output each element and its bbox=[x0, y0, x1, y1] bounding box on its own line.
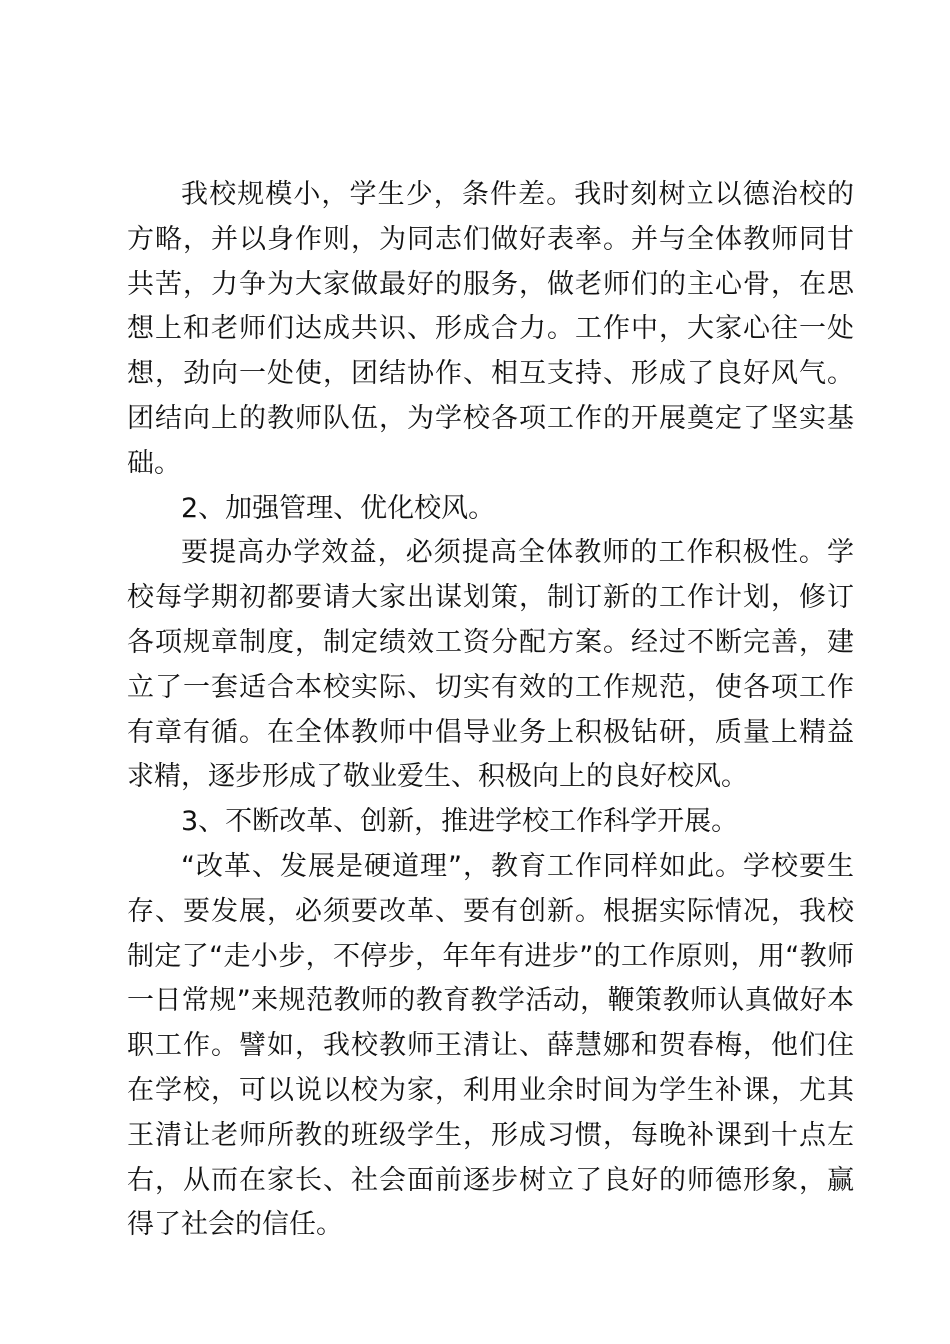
paragraph-team-building: 我校规模小，学生少，条件差。我时刻树立以德治校的方略，并以身作则，为同志们做好表率。并与全体教师同甘共苦，力争为大家做最好的服务，做老师们的主心骨，在思想上和老师们达成共识、形成合力。工作中，大家心往一处想，劲向一处使，团结协作、相互支持、形成了良好风气。团结向上的教师队伍，为学校各项工作的开展奠定了坚实基础。 bbox=[127, 179, 854, 479]
section-heading-reform: 3、不断改革、创新，推进学校工作科学开展。 bbox=[181, 806, 739, 838]
paragraph-management: 要提高办学效益，必须提高全体教师的工作积极性。学校每学期初都要请大家出谋划策，制订新的工作计划，修订各项规章制度，制定绩效工资分配方案。经过不断完善，建立了一套适合本校实际、切实有效的工作规范，使各项工作有章有循。在全体教师中倡导业务上积极钻研，质量上精益求精，逐步形成了敬业爱生、积极向上的良好校风。 bbox=[127, 537, 854, 793]
section-heading-management: 2、加强管理、优化校风。 bbox=[181, 492, 496, 524]
paragraph-reform: “改革、发展是硬道理”，教育工作同样如此。学校要生存、要发展，必须要改革、要有创新。根据实际情况，我校制定了“走小步，不停步，年年有进步”的工作原则，用“教师一日常规”来规范教师的教育教学活动，鞭策教师认真做好本职工作。譬如，我校教师王清让、薛慧娜和贺春梅，他们住在学校，可以说以校为家，利用业余时间为学生补课，尤其王清让老师所教的班级学生，形成习惯，每晚补课到十点左右，从而在家长、社会面前逐步树立了良好的师德形象，赢得了社会的信任。 bbox=[127, 850, 854, 1241]
document-page bbox=[127, 173, 854, 1248]
